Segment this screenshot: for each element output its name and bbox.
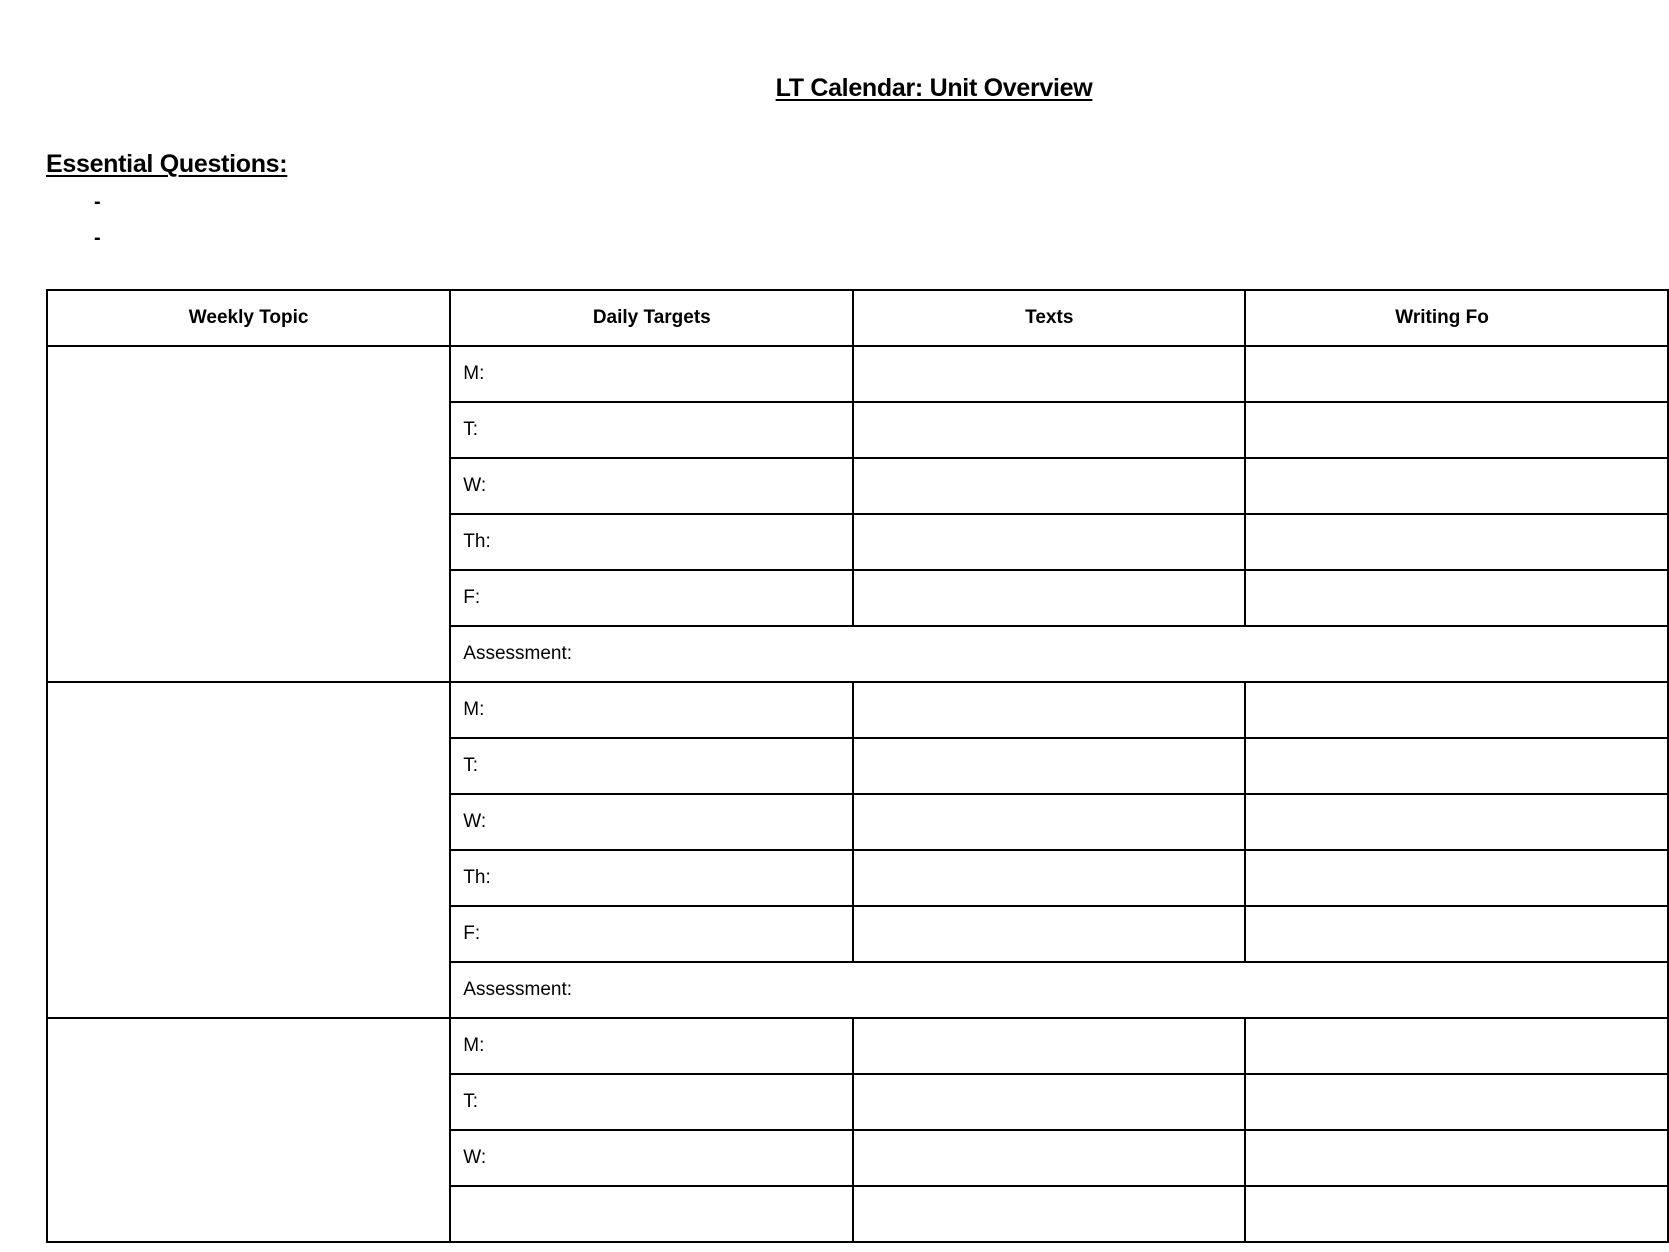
writing-focus-cell[interactable]: [1245, 682, 1668, 738]
page-title: LT Calendar: Unit Overview: [775, 74, 1093, 102]
texts-cell[interactable]: [853, 514, 1245, 570]
writing-focus-cell[interactable]: [1245, 794, 1668, 850]
texts-cell[interactable]: [853, 570, 1245, 626]
header-weekly-topic: Weekly Topic: [47, 290, 450, 346]
writing-focus-cell[interactable]: [1245, 570, 1668, 626]
daily-target-cell[interactable]: [450, 1186, 853, 1242]
daily-target-cell[interactable]: Th:: [450, 514, 853, 570]
essential-questions-heading: Essential Questions:: [46, 150, 288, 178]
daily-target-cell[interactable]: W:: [450, 1130, 853, 1186]
essential-question-item[interactable]: -: [94, 227, 101, 249]
texts-cell[interactable]: [853, 1186, 1245, 1242]
daily-target-cell[interactable]: Th:: [450, 850, 853, 906]
unit-overview-table: [46, 289, 1669, 1243]
writing-focus-cell[interactable]: [1245, 1130, 1668, 1186]
texts-cell[interactable]: [853, 346, 1245, 402]
daily-target-cell[interactable]: T:: [450, 402, 853, 458]
texts-cell[interactable]: [853, 1074, 1245, 1130]
week-3-topic-cell[interactable]: [47, 1018, 450, 1242]
writing-focus-cell[interactable]: [1245, 1018, 1668, 1074]
writing-focus-cell[interactable]: [1245, 514, 1668, 570]
writing-focus-cell[interactable]: [1245, 906, 1668, 962]
table-row: [47, 346, 1668, 402]
essential-questions-list: [94, 188, 101, 260]
table-header-row: [47, 290, 1668, 346]
table-row: [47, 1018, 1668, 1074]
daily-target-cell[interactable]: T:: [450, 1074, 853, 1130]
writing-focus-cell[interactable]: [1245, 1074, 1668, 1130]
daily-target-cell[interactable]: W:: [450, 794, 853, 850]
texts-cell[interactable]: [853, 402, 1245, 458]
daily-target-cell[interactable]: W:: [450, 458, 853, 514]
daily-target-cell[interactable]: M:: [450, 682, 853, 738]
writing-focus-cell[interactable]: [1245, 1186, 1668, 1242]
header-texts: Texts: [853, 290, 1245, 346]
writing-focus-cell[interactable]: [1245, 738, 1668, 794]
assessment-cell[interactable]: Assessment:: [450, 626, 1668, 682]
header-daily-targets: Daily Targets: [450, 290, 853, 346]
header-writing-focus: Writing Fo: [1245, 290, 1668, 346]
week-2-topic-cell[interactable]: [47, 682, 450, 1018]
assessment-cell[interactable]: Assessment:: [450, 962, 1668, 1018]
writing-focus-cell[interactable]: [1245, 346, 1668, 402]
texts-cell[interactable]: [853, 738, 1245, 794]
texts-cell[interactable]: [853, 1130, 1245, 1186]
texts-cell[interactable]: [853, 682, 1245, 738]
texts-cell[interactable]: [853, 850, 1245, 906]
texts-cell[interactable]: [853, 906, 1245, 962]
texts-cell[interactable]: [853, 1018, 1245, 1074]
daily-target-cell[interactable]: M:: [450, 1018, 853, 1074]
writing-focus-cell[interactable]: [1245, 458, 1668, 514]
table-row: [47, 682, 1668, 738]
essential-question-item[interactable]: -: [94, 191, 101, 213]
writing-focus-cell[interactable]: [1245, 850, 1668, 906]
writing-focus-cell[interactable]: [1245, 402, 1668, 458]
daily-target-cell[interactable]: M:: [450, 346, 853, 402]
texts-cell[interactable]: [853, 458, 1245, 514]
daily-target-cell[interactable]: F:: [450, 570, 853, 626]
daily-target-cell[interactable]: F:: [450, 906, 853, 962]
texts-cell[interactable]: [853, 794, 1245, 850]
week-1-topic-cell[interactable]: [47, 346, 450, 682]
daily-target-cell[interactable]: T:: [450, 738, 853, 794]
